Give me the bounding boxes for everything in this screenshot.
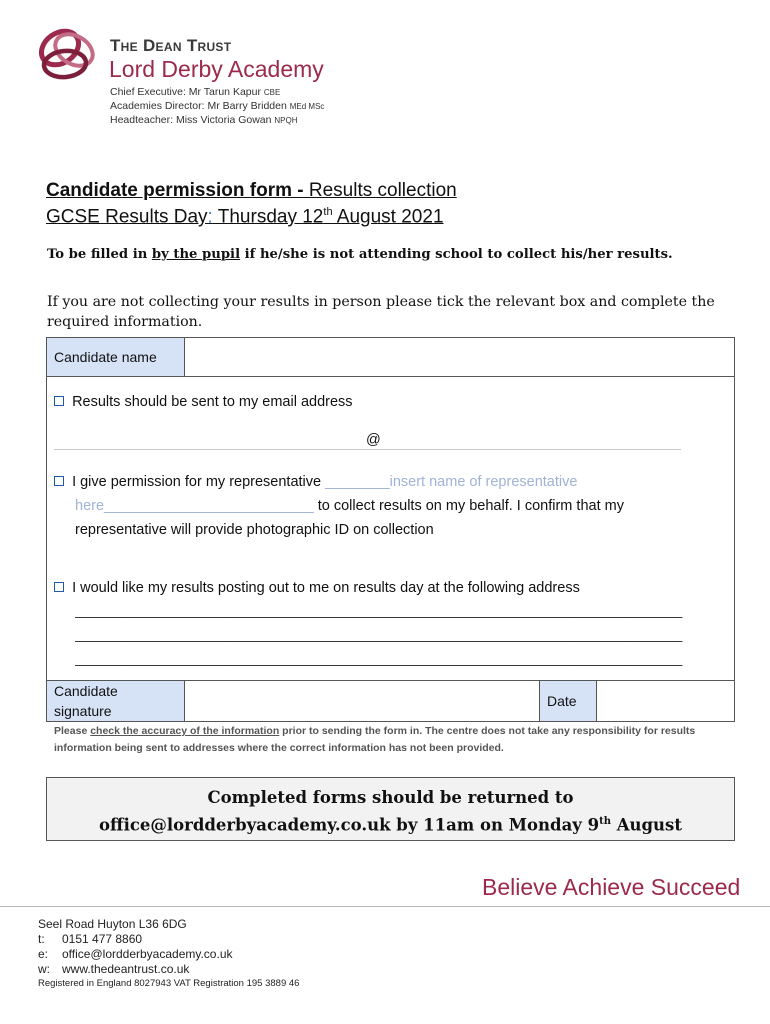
row-divider xyxy=(46,376,735,377)
email-checkbox[interactable] xyxy=(54,396,64,406)
representative-checkbox[interactable] xyxy=(54,476,64,486)
post-checkbox[interactable] xyxy=(54,582,64,592)
email-at-sign: @ xyxy=(366,432,381,448)
disclaimer: Please check the accuracy of the information prior to sending the form in. The centre does not take any responsibility for results information being sent to addresses where the correct information has not been provided. xyxy=(54,725,696,754)
address-line-1[interactable]: ______________________________________________________________________________ xyxy=(75,602,683,618)
candidate-name-field[interactable] xyxy=(186,338,734,376)
results-day-title: GCSE Results Day: Thursday 12th August 2021 xyxy=(46,206,444,228)
tick-instruction: If you are not collecting your results in person please tick the relevant box and complete the required information. xyxy=(47,294,715,330)
pupil-instruction: To be filled in by the pupil if he/she is not attending school to collect his/her results. xyxy=(47,247,673,262)
date-field[interactable] xyxy=(598,681,734,721)
form-title: Candidate permission form - Results collection xyxy=(46,180,457,201)
post-option: I would like my results posting out to me on results day at the following address xyxy=(54,580,580,596)
footer-address: Seel Road Huyton L36 6DG xyxy=(38,917,187,931)
academy-name: Lord Derby Academy xyxy=(109,56,324,82)
dean-trust-logo xyxy=(30,24,106,86)
chief-executive-line: Chief Executive: Mr Tarun Kapur CBE xyxy=(110,86,281,98)
candidate-name-label: Candidate name xyxy=(47,338,185,376)
address-line-2[interactable]: ______________________________________________________________________________ xyxy=(75,626,683,642)
headteacher-line: Headteacher: Miss Victoria Gowan NPQH xyxy=(110,114,298,126)
address-line-3[interactable]: ______________________________________________________________________________ xyxy=(75,650,683,666)
academies-director-line: Academies Director: Mr Barry Bridden MEd MSc xyxy=(110,100,325,112)
representative-option: I give permission for my representative ________insert name of representative here__________________________ to collect results on my behalf. I confirm that my representative will provide photographic ID on collection xyxy=(54,470,724,542)
trust-name: The Dean Trust xyxy=(110,36,232,55)
footer-website[interactable]: w: www.thedeantrust.co.uk xyxy=(38,962,190,976)
footer-phone: t: 0151 477 8860 xyxy=(38,932,143,946)
footer-divider xyxy=(0,906,770,907)
signature-field[interactable] xyxy=(186,681,538,721)
date-label: Date xyxy=(539,681,597,721)
return-instructions: Completed forms should be returned to office@lordderbyacademy.co.uk by 11am on Monday 9th August xyxy=(46,777,735,841)
motto: Believe Achieve Succeed xyxy=(482,874,741,900)
footer-email[interactable]: e: office@lordderbyacademy.co.uk xyxy=(38,947,233,961)
representative-name-field[interactable]: ________insert name of representative xyxy=(325,474,578,490)
candidate-signature-label: Candidate signature xyxy=(47,681,185,721)
registration-info: Registered in England 8027943 VAT Registration 195 3889 46 xyxy=(38,978,300,989)
email-entry-line[interactable] xyxy=(54,449,681,450)
email-option: Results should be sent to my email address xyxy=(54,394,353,410)
